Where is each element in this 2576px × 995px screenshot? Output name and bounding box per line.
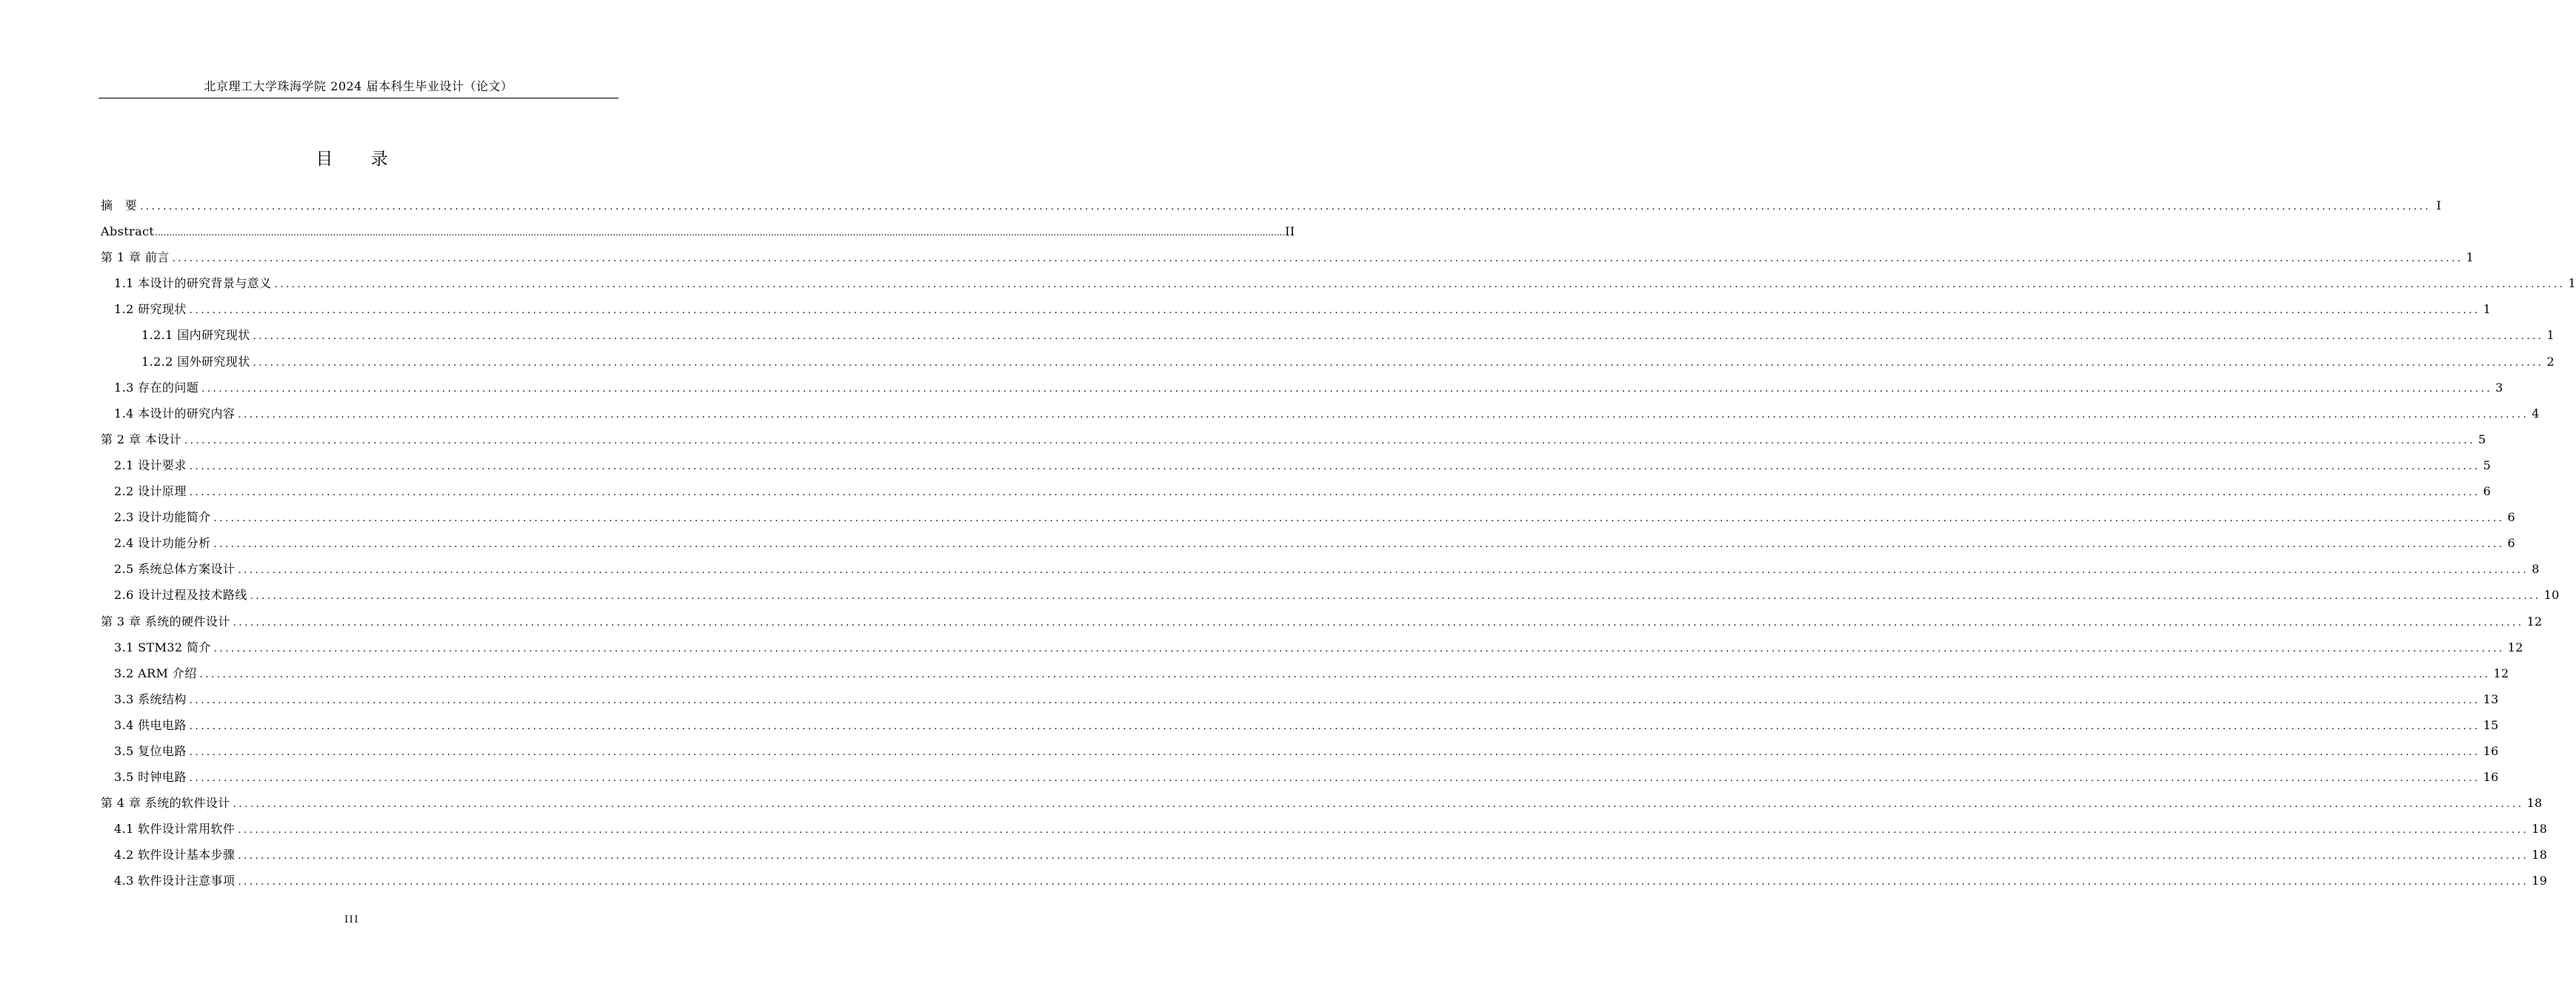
toc-dot-leader: ................................................................................................................................................................................................................................................................................................................................................................................................................ — [189, 746, 2480, 758]
page-title: 目 录 — [316, 150, 404, 169]
toc-entry[interactable] — [101, 530, 2515, 556]
toc-entry-page: 4 — [2532, 406, 2540, 421]
toc-entry-page: II — [1285, 224, 1295, 239]
toc-entry[interactable] — [101, 660, 2509, 686]
toc-dot-leader: ................................................................................................................................................................................................................................................................................................................................................................................................................ — [238, 877, 2529, 888]
toc-entry[interactable] — [101, 712, 2499, 738]
toc-entry-label: 第 1 章 前言 — [101, 250, 170, 265]
toc-dot-leader: ................................................................................................................................................................................................................................................................................................................................................................................................................ — [189, 305, 2480, 317]
toc-dot-leader: ................................................................................................................................................................................................................................................................................................................................................................................................................ — [213, 643, 2505, 654]
toc-dot-leader: ................................................................................................................................................................................................................................................................................................................................................................................................................ — [155, 227, 1285, 238]
toc-dot-leader: ................................................................................................................................................................................................................................................................................................................................................................................................................ — [172, 253, 2463, 265]
toc-entry[interactable] — [101, 764, 2499, 790]
toc-dot-leader: ................................................................................................................................................................................................................................................................................................................................................................................................................ — [213, 513, 2505, 525]
toc-entry-label: 3.3 系统结构 — [114, 691, 187, 706]
toc-entry[interactable] — [101, 244, 2475, 270]
toc-entry-label: 4.1 软件设计常用软件 — [114, 822, 236, 837]
toc-dot-leader: ................................................................................................................................................................................................................................................................................................................................................................................................................ — [250, 591, 2541, 603]
toc-entry-page: 18 — [2532, 822, 2548, 837]
toc-entry-label: 2.1 设计要求 — [114, 458, 187, 472]
toc-dot-leader: ................................................................................................................................................................................................................................................................................................................................................................................................................ — [184, 435, 2475, 446]
toc-entry-page: 16 — [2483, 743, 2499, 758]
toc-entry-page: I — [2436, 198, 2442, 212]
toc-entry[interactable] — [101, 296, 2492, 322]
toc-entry-page: 15 — [2483, 717, 2499, 732]
toc-entry-page: 1 — [2568, 276, 2576, 291]
toc-entry-label: 3.2 ARM 介绍 — [114, 666, 197, 680]
toc-dot-leader: ................................................................................................................................................................................................................................................................................................................................................................................................................ — [233, 799, 2524, 811]
table-of-contents — [101, 192, 2576, 894]
toc-entry-page: 12 — [2507, 640, 2523, 654]
toc-entry-label: 1.2.1 国内研究现状 — [141, 328, 250, 343]
page-number: III — [344, 914, 359, 925]
toc-entry[interactable] — [101, 349, 2555, 375]
toc-dot-leader: ................................................................................................................................................................................................................................................................................................................................................................................................................ — [140, 201, 2432, 212]
toc-entry[interactable] — [101, 218, 1295, 244]
toc-entry[interactable] — [101, 452, 2492, 478]
toc-entry[interactable] — [101, 426, 2486, 452]
toc-entry-label: 1.2 研究现状 — [114, 302, 187, 317]
toc-entry-page: 12 — [2493, 666, 2509, 680]
toc-entry-page: 18 — [2526, 796, 2543, 811]
toc-entry[interactable] — [101, 504, 2515, 530]
toc-entry-page: 5 — [2483, 458, 2492, 472]
toc-entry[interactable] — [101, 738, 2499, 764]
toc-dot-leader: ................................................................................................................................................................................................................................................................................................................................................................................................................ — [253, 357, 2544, 369]
toc-entry-label: Abstract — [101, 224, 155, 239]
toc-entry[interactable] — [101, 686, 2499, 712]
toc-entry-label: 第 4 章 系统的软件设计 — [101, 796, 230, 811]
toc-entry-label: 3.1 STM32 简介 — [114, 640, 211, 654]
toc-entry[interactable] — [101, 478, 2492, 504]
toc-entry-label: 1.4 本设计的研究内容 — [114, 406, 236, 421]
toc-dot-leader: ................................................................................................................................................................................................................................................................................................................................................................................................................ — [238, 825, 2529, 837]
toc-entry[interactable] — [101, 582, 2560, 608]
toc-entry-label: 2.3 设计功能简介 — [114, 510, 211, 525]
page-header: 北京理工大学珠海学院 2024 届本科生毕业设计（论文） — [99, 78, 618, 98]
toc-entry-label: 1.1 本设计的研究背景与意义 — [114, 276, 272, 291]
toc-entry-page: 1 — [2546, 328, 2555, 343]
toc-dot-leader: ................................................................................................................................................................................................................................................................................................................................................................................................................ — [189, 773, 2480, 785]
toc-entry[interactable] — [101, 322, 2555, 348]
toc-entry-page: 5 — [2477, 432, 2486, 446]
toc-entry-page: 2 — [2546, 354, 2555, 369]
toc-entry-label: 4.2 软件设计基本步骤 — [114, 848, 236, 862]
toc-dot-leader: ................................................................................................................................................................................................................................................................................................................................................................................................................ — [201, 383, 2493, 395]
toc-entry-label: 3.5 时钟电路 — [114, 770, 187, 785]
toc-entry[interactable] — [101, 634, 2523, 660]
toc-entry[interactable] — [101, 842, 2548, 868]
toc-entry-label: 3.4 供电电路 — [114, 717, 187, 732]
toc-entry-page: 6 — [2507, 510, 2515, 525]
toc-dot-leader: ................................................................................................................................................................................................................................................................................................................................................................................................................ — [189, 487, 2480, 499]
toc-entry[interactable] — [101, 375, 2503, 401]
toc-entry-page: 16 — [2483, 770, 2499, 785]
toc-entry-label: 2.6 设计过程及技术路线 — [114, 588, 247, 603]
toc-entry[interactable] — [101, 790, 2543, 816]
toc-dot-leader: ................................................................................................................................................................................................................................................................................................................................................................................................................ — [238, 851, 2529, 862]
toc-entry-page: 6 — [2483, 484, 2492, 499]
toc-entry-label: 第 3 章 系统的硬件设计 — [101, 614, 230, 629]
toc-entry-page: 10 — [2543, 588, 2560, 603]
toc-dot-leader: ................................................................................................................................................................................................................................................................................................................................................................................................................ — [213, 539, 2505, 551]
toc-entry-page: 12 — [2526, 614, 2543, 629]
toc-entry-page: 1 — [2483, 302, 2492, 317]
toc-dot-leader: ................................................................................................................................................................................................................................................................................................................................................................................................................ — [189, 720, 2480, 732]
toc-dot-leader: ................................................................................................................................................................................................................................................................................................................................................................................................................ — [189, 460, 2480, 472]
toc-entry[interactable] — [101, 816, 2548, 842]
toc-entry-page: 1 — [2466, 250, 2475, 265]
toc-dot-leader: ................................................................................................................................................................................................................................................................................................................................................................................................................ — [189, 694, 2480, 706]
toc-entry-page: 13 — [2483, 691, 2499, 706]
toc-entry[interactable] — [101, 270, 2576, 296]
toc-entry[interactable] — [101, 609, 2543, 634]
toc-entry-label: 第 2 章 本设计 — [101, 432, 182, 446]
toc-entry-label: 4.3 软件设计注意事项 — [114, 874, 236, 888]
toc-dot-leader: ................................................................................................................................................................................................................................................................................................................................................................................................................ — [238, 409, 2529, 421]
toc-entry-label: 2.2 设计原理 — [114, 484, 187, 499]
toc-dot-leader: ................................................................................................................................................................................................................................................................................................................................................................................................................ — [233, 617, 2524, 629]
toc-dot-leader: ................................................................................................................................................................................................................................................................................................................................................................................................................ — [253, 331, 2544, 343]
toc-entry-page: 18 — [2532, 848, 2548, 862]
toc-dot-leader: ................................................................................................................................................................................................................................................................................................................................................................................................................ — [238, 565, 2529, 577]
toc-entry[interactable] — [101, 401, 2540, 426]
toc-entry-label: 2.4 设计功能分析 — [114, 536, 211, 551]
toc-entry-page: 8 — [2532, 562, 2540, 577]
toc-entry[interactable] — [101, 192, 2442, 218]
toc-entry-page: 19 — [2532, 874, 2548, 888]
toc-entry-page: 3 — [2495, 380, 2503, 395]
toc-entry-label: 1.2.2 国外研究现状 — [141, 354, 250, 369]
toc-dot-leader: ................................................................................................................................................................................................................................................................................................................................................................................................................ — [199, 669, 2491, 680]
toc-entry-label: 摘 要 — [101, 198, 138, 212]
toc-entry-label: 2.5 系统总体方案设计 — [114, 562, 236, 577]
toc-entry-page: 6 — [2507, 536, 2515, 551]
toc-entry[interactable] — [101, 868, 2548, 894]
toc-entry-label: 1.3 存在的问题 — [114, 380, 199, 395]
toc-entry[interactable] — [101, 556, 2540, 582]
toc-dot-leader: ................................................................................................................................................................................................................................................................................................................................................................................................................ — [274, 279, 2566, 291]
toc-entry-label: 3.5 复位电路 — [114, 743, 187, 758]
